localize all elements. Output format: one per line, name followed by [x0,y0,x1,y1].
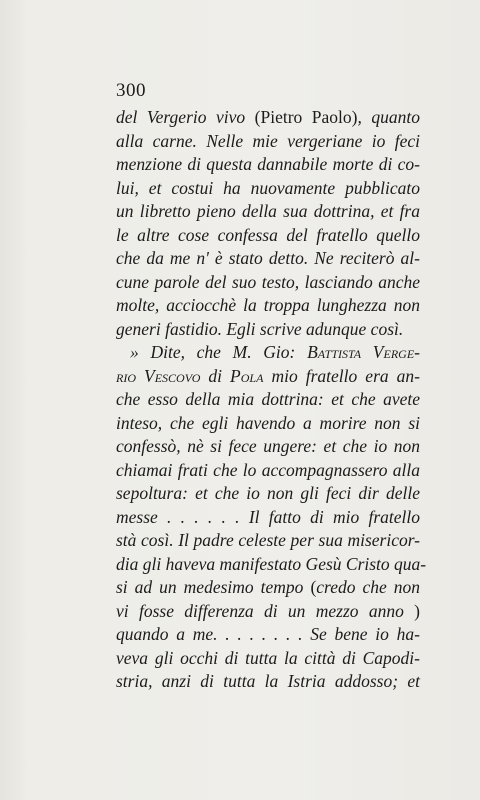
body-text [116,106,427,694]
text-line [116,647,420,671]
text-segment: ) [414,600,420,621]
text-segment: (Pietro Paolo) [254,107,358,127]
text-line [116,600,420,624]
text-line [116,247,420,271]
text-segment: mio fratello era an- [263,365,420,386]
text-line [116,365,420,389]
text-line [116,130,420,154]
text-segment: messe . . . . . . Il fatto di mio fratello [116,506,420,527]
text-segment: cune parole del suo testo, lasciando anche [116,271,420,292]
text-line [116,224,420,248]
text-line [116,623,420,647]
text-segment: stà così. Il padre celeste per sua misericor- [116,530,420,550]
text-segment: di [200,365,231,386]
text-segment: veva gli occhi di tutta la città di Capodi- [116,647,420,668]
text-line [116,200,420,224]
text-segment: del Vergerio vivo [116,107,255,127]
text-line [116,153,420,177]
text-segment: generi fastidio. Egli scrive adunque così. [116,318,404,339]
text-line [116,435,420,459]
text-line [116,412,420,436]
text-segment: dia gli haveva manifestato Gesù Cristo qua- [116,553,427,574]
text-segment: » Dite, che M. Gio: [130,342,308,362]
text-segment: quando a me. . . . . . . . Se bene io ha- [116,624,420,644]
text-line [116,388,420,412]
text-segment: molte, acciocchè la troppa lunghezza non [116,295,420,315]
text-line [116,576,420,600]
text-line [116,459,420,483]
text-segment: un libretto pieno della sua dottrina, et fra [116,201,420,221]
text-segment: vi fosse differenza di un mezzo anno [116,600,415,621]
text-segment: si ad un medesimo tempo [116,577,311,597]
text-segment: , quanto [357,107,420,127]
text-segment: rio Vescovo [116,365,201,386]
text-segment: le altre cose confessa del fratello quello [116,224,420,245]
text-segment: Battista Verge- [307,342,420,362]
text-segment: menzione di questa dannabile morte di co- [116,154,420,174]
text-segment: sepoltura: et che io non gli feci dir delle [116,483,420,503]
text-line [116,177,420,201]
text-line [116,106,420,130]
text-line [116,482,420,506]
text-line [116,553,427,577]
text-line [116,506,420,530]
text-line [116,318,420,342]
text-segment: inteso, che egli havendo a morire non si [116,412,420,433]
text-line [116,341,420,365]
text-line [116,294,420,318]
text-segment: lui, et costui ha nuovamente pubblicato [116,177,420,198]
text-segment: credo che non [316,577,420,597]
text-segment: chiamai frati che lo accompagnassero alla [116,459,420,480]
text-segment: confessò, nè si fece ungere: et che io non [116,436,420,456]
text-segment: ( [310,577,317,597]
text-segment: che da me n' è stato detto. Ne reciterò al- [116,248,420,268]
text-line [116,670,420,694]
text-line [116,529,420,553]
text-segment: Pola [230,365,264,386]
text-segment: che esso della mia dottrina: et che avete [116,389,420,409]
text-segment: stria, anzi di tutta la Istria addosso; et [116,671,420,691]
text-line [116,271,420,295]
page-number: 300 [116,80,146,101]
text-segment: alla carne. Nelle mie vergeriane io feci [116,130,420,151]
